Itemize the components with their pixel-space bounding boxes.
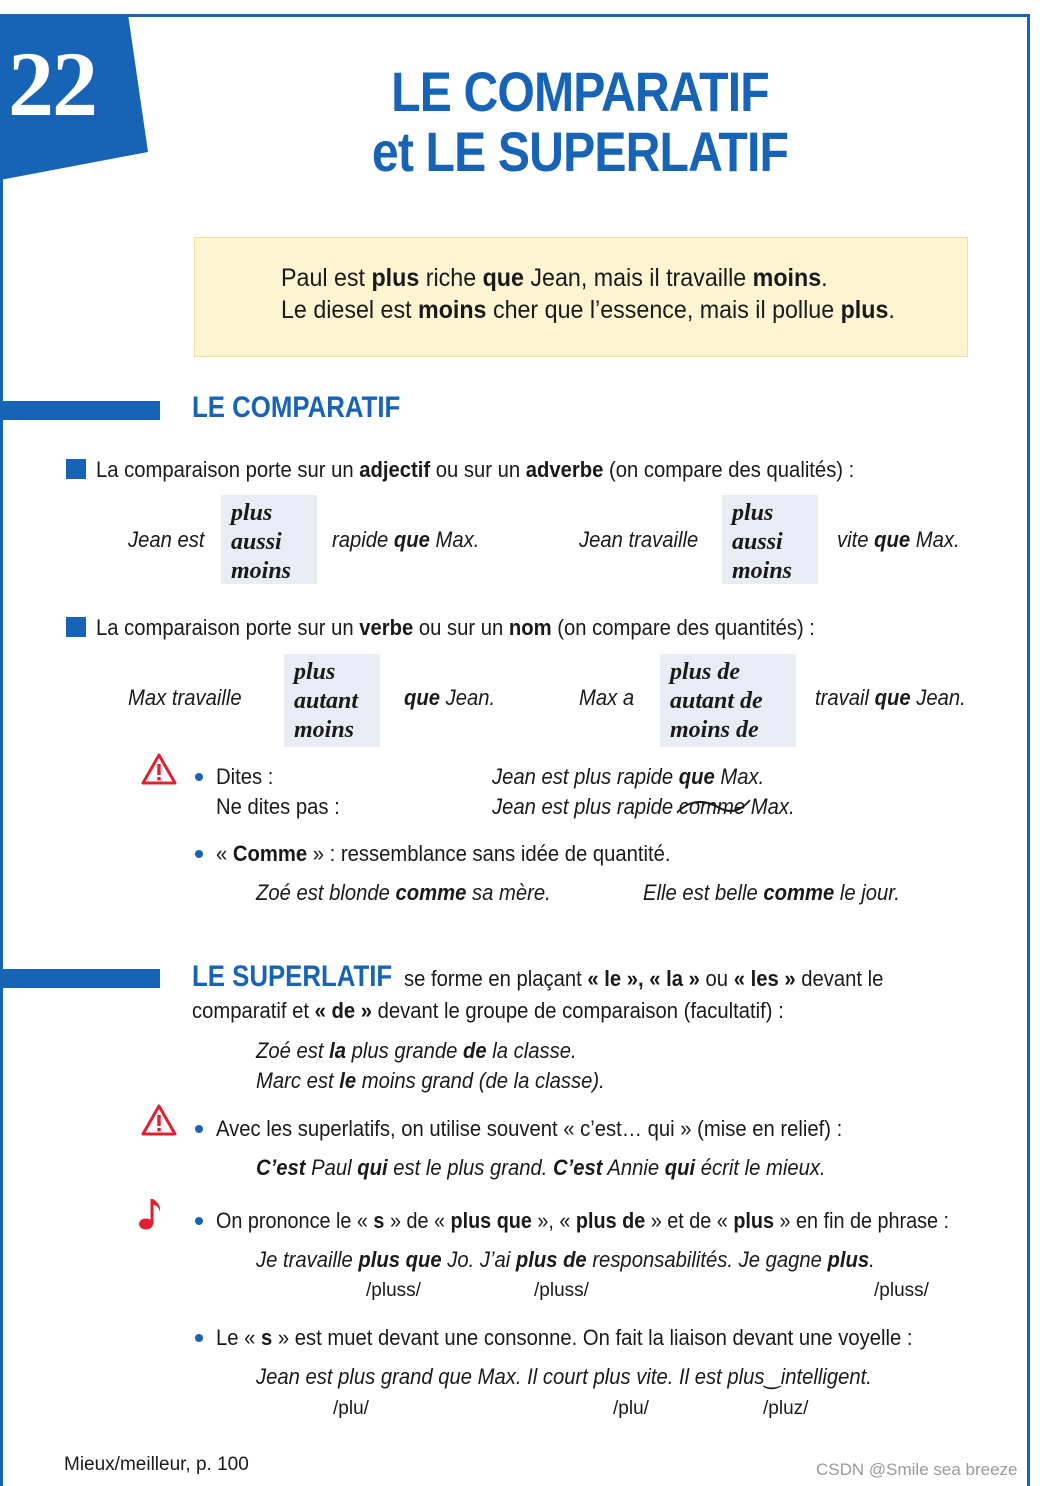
example-2-after: vite que Max. xyxy=(837,527,960,552)
watermark-credit: CSDN @Smile sea breeze xyxy=(816,1460,1018,1479)
mise-en-relief-example: C’est Paul qui est le plus grand. C’est Annie qui écrit le mieux. xyxy=(256,1155,826,1180)
comme-rule: « Comme » : ressemblance sans idée de quantité. xyxy=(216,841,671,866)
option-item: aussi xyxy=(732,529,783,555)
rule-verbe-nom: La comparaison porte sur un verbe ou sur un nom (on compare des quantités) : xyxy=(96,615,815,640)
phonetic-label: /pluss/ xyxy=(534,1280,589,1301)
options-box-2 xyxy=(722,495,818,584)
strikethrough-mark xyxy=(677,796,750,817)
ne-dites-pas-label: Ne dites pas : xyxy=(216,794,340,819)
example-2-before: Jean travaille xyxy=(579,527,699,552)
rule-square-icon xyxy=(66,459,86,479)
option-item: moins de xyxy=(670,717,759,743)
frame-top-line xyxy=(128,14,1030,17)
mise-en-relief-rule: Avec les superlatifs, on utilise souvent « c’est… qui » (mise en relief) : xyxy=(216,1116,843,1141)
bullet-icon xyxy=(195,850,203,858)
superlatif-example-2: Marc est le moins grand (de la classe). xyxy=(256,1068,605,1093)
bullet-icon xyxy=(195,1217,203,1225)
option-item: autant de xyxy=(670,688,763,714)
example-3-before: Max travaille xyxy=(128,685,242,710)
option-item: plus de xyxy=(670,659,741,685)
example-1-after: rapide que Max. xyxy=(332,527,480,552)
bullet-icon xyxy=(195,1334,203,1342)
footer-reference: Mieux/meilleur, p. 100 xyxy=(64,1454,249,1475)
phonetic-label: /pluss/ xyxy=(366,1280,421,1301)
music-note-icon xyxy=(138,1197,162,1231)
option-item: moins xyxy=(231,558,292,584)
section-bar-comparatif xyxy=(0,401,160,420)
options-box-1 xyxy=(221,495,317,584)
example-1-before: Jean est xyxy=(128,527,205,552)
chapter-number: 22 xyxy=(8,33,96,135)
options-box-3 xyxy=(284,654,380,747)
section-title-comparatif: LE COMPARATIF xyxy=(192,391,401,424)
option-item: moins xyxy=(732,558,793,584)
rule-square-icon xyxy=(66,617,86,637)
superlatif-example-1: Zoé est la plus grande de la classe. xyxy=(256,1038,577,1063)
option-item: autant xyxy=(294,688,359,714)
comme-example-2: Elle est belle comme le jour. xyxy=(643,880,900,905)
superlatif-intro-line-1: se forme en plaçant « le », « la » ou « les » devant le xyxy=(404,966,884,991)
intro-line-2: Le diesel est moins cher que l’essence, mais il pollue plus. xyxy=(281,296,895,324)
frame-right-line xyxy=(1027,14,1030,1486)
phonetic-label: /plu/ xyxy=(333,1398,369,1419)
warning-icon xyxy=(141,1104,177,1136)
title-line-1: LE COMPARATIF xyxy=(391,60,769,123)
comme-example-1: Zoé est blonde comme sa mère. xyxy=(256,880,551,905)
example-4-before: Max a xyxy=(579,685,635,710)
example-3-after: que Jean. xyxy=(404,685,496,710)
pronunciation-rule: On prononce le « s » de « plus que », « plus de » et de « plus » en fin de phrase : xyxy=(216,1208,950,1233)
liaison-rule: Le « s » est muet devant une consonne. On fait la liaison devant une voyelle : xyxy=(216,1325,913,1350)
rule-adjectif-adverbe: La comparaison porte sur un adjectif ou sur un adverbe (on compare des qualités) : xyxy=(96,457,855,482)
dites-label: Dites : xyxy=(216,764,274,789)
superlatif-intro-line-2: comparatif et « de » devant le groupe de comparaison (facultatif) : xyxy=(192,998,784,1023)
bullet-icon xyxy=(195,1125,203,1133)
frame-left-line xyxy=(0,170,3,1486)
phonetic-label: /pluss/ xyxy=(874,1280,929,1301)
option-item: plus xyxy=(294,659,336,685)
options-box-4 xyxy=(660,654,796,747)
intro-line-1: Paul est plus riche que Jean, mais il travaille moins. xyxy=(281,264,828,292)
intro-box xyxy=(194,237,968,357)
chapter-tab xyxy=(0,14,150,182)
struck-word: comme xyxy=(679,794,745,820)
option-item: aussi xyxy=(231,529,282,555)
example-4-after: travail que Jean. xyxy=(815,685,966,710)
phonetic-label: /plu/ xyxy=(613,1398,649,1419)
title-line-2: et LE SUPERLATIF xyxy=(371,120,789,183)
page-title xyxy=(253,62,907,182)
section-bar-superlatif xyxy=(0,969,160,988)
pronunciation-example: Je travaille plus que Jo. J’ai plus de responsabilités. Je gagne plus. xyxy=(256,1247,875,1272)
phonetic-label: /pluz/ xyxy=(763,1398,809,1419)
liaison-example: Jean est plus grand que Max. Il court plus vite. Il est plus‿intelligent. xyxy=(256,1364,872,1389)
option-item: plus xyxy=(732,500,774,526)
option-item: plus xyxy=(231,500,273,526)
example-correct: Jean est plus rapide que Max. xyxy=(492,764,765,789)
bullet-icon xyxy=(195,773,203,781)
example-incorrect: Jean est plus rapide comme Max. xyxy=(492,794,795,819)
section-title-superlatif: LE SUPERLATIF xyxy=(192,960,393,993)
option-item: moins xyxy=(294,717,355,743)
warning-icon xyxy=(141,753,177,785)
